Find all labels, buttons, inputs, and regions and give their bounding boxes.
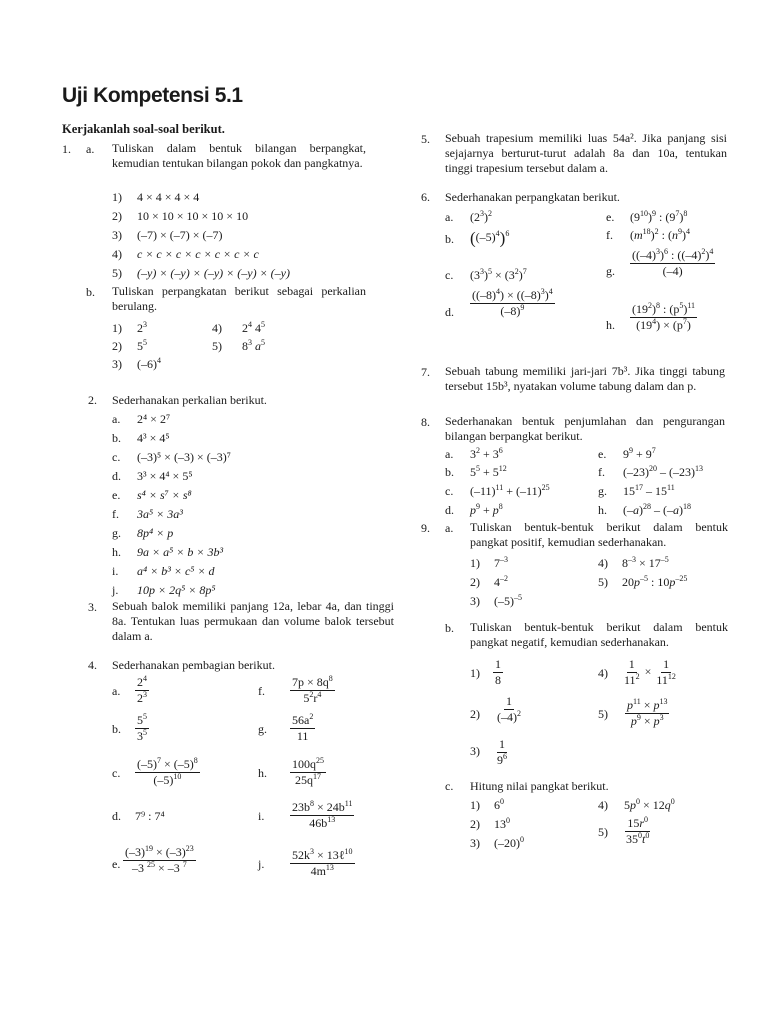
q2-item-7-label: g. <box>112 526 121 540</box>
q8-number: 8. <box>421 415 430 429</box>
q9a-3-label: 3) <box>470 594 480 608</box>
q9b-5-expr: $\frac{p^{11} \times p^{13}}{p^9 \times p^3}$ <box>627 697 668 728</box>
q8-text: Sederhanakan bentuk penjumlahan dan pengurangan bilangan berpangkat berikut. <box>445 414 725 443</box>
q4h-expr: $\frac{100q^{25}}{25q^{17}}$ <box>292 756 324 787</box>
q4-number: 4. <box>88 658 97 672</box>
q2-item-6-expr: 3a⁵ × 3a³ <box>137 507 183 521</box>
q8c-expr: $(-11)^{11} + (-11)^{25}$ <box>470 483 550 498</box>
q9c-1-expr: $6^0$ <box>494 797 504 812</box>
q8d-label: d. <box>445 503 454 517</box>
q8h-label: h. <box>598 503 607 517</box>
q8e-expr: $9^9 + 9^7$ <box>623 446 656 461</box>
q1a-item-1-label: 1) <box>112 190 122 204</box>
q9b-2-expr: $\frac{1}{(-4)^2}$ <box>497 694 521 724</box>
q4c-label: c. <box>112 766 121 780</box>
q8h-expr: $(-a)^{28} - (-a)^{18}$ <box>623 502 691 517</box>
q9b-5-label: 5) <box>598 707 608 721</box>
q4h-label: h. <box>258 766 267 780</box>
q4c-expr: $\frac{(-5)^7 \times (-5)^8}{(-5)^{10}}$ <box>137 756 198 787</box>
q2-item-4-label: d. <box>112 469 121 483</box>
q6f-expr: $(m^{18})^2$ : $(n^9)^4$ <box>630 227 691 242</box>
q1a-item-4-label: 4) <box>112 247 122 261</box>
q1b-item-4-exp: 4 <box>248 320 252 329</box>
q2-text: Sederhanakan perkalian berikut. <box>112 393 267 407</box>
q9-number: 9. <box>421 521 430 535</box>
q9c-5-expr: $\frac{15r^0}{35^0t^0}$ <box>626 815 650 846</box>
q6c-expr: $(3^3)^5 \times (3^2)^7$ <box>470 267 527 282</box>
q9b-2-label: 2) <box>470 707 480 721</box>
q1b-item-3-expr <box>137 357 161 371</box>
q6c-label: c. <box>445 268 454 282</box>
q2-item-3-expr: (–3)⁵ × (–3) × (–3)⁷ <box>137 450 231 464</box>
q1a-item-4-expr: c × c × c × c × c × c × c <box>137 247 259 261</box>
q6d-expr: $\frac{((-8)^4) \times ((-8)^3)^4}{(-8)^9}$ <box>472 287 553 318</box>
q4-text: Sederhanakan pembagian berikut. <box>112 658 275 672</box>
q6h-expr: $\frac{(19^2)^8 : (p^5)^{11}}{(19^4) \times (p^7)}$ <box>632 301 696 332</box>
q2-item-4-expr: 3³ × 4⁴ × 5⁵ <box>137 469 193 483</box>
q2-item-1-expr: 2⁴ × 2⁷ <box>137 412 171 426</box>
q4f-expr: $\frac{7p \times 8q^8}{5^2r^4}$ <box>292 674 333 705</box>
q1b-item-4-exp2: 5 <box>261 320 265 329</box>
q6-text: Sederhanakan perpangkatan berikut. <box>445 190 620 204</box>
q7-text: Sebuah tabung memiliki jari-jari 7b³. Jika tinggi tabung tersebut 15b³, nyatakan volume tabung dalam dan p. <box>445 364 725 393</box>
q1b-item-3-label: 3) <box>112 357 122 371</box>
q1a-item-5-label: 5) <box>112 266 122 280</box>
q1b-item-2-exp: 5 <box>143 338 147 347</box>
q1b-item-2-expr <box>137 339 147 353</box>
q2-item-8-label: h. <box>112 545 121 559</box>
q9b-1-label: 1) <box>470 666 480 680</box>
q9c-3-label: 3) <box>470 836 480 850</box>
q1b-item-4-base: 2 <box>242 321 248 335</box>
q2-item-2-expr: 4³ × 4⁵ <box>137 431 170 445</box>
q6e-expr: $(9^{10})^9$ : $(9^7)^8$ <box>630 209 688 224</box>
q5-number: 5. <box>421 132 430 146</box>
q1b-item-5-exp: 3 <box>248 338 252 347</box>
q9c-4-label: 4) <box>598 798 608 812</box>
q8f-expr: $(-23)^{20} - (-23)^{13}$ <box>623 464 703 479</box>
q4a-label: a. <box>112 684 121 698</box>
q1b-item-4-expr <box>242 321 265 335</box>
q9a-letter: a. <box>445 521 454 535</box>
q8b-expr: $5^5 + 5^{12}$ <box>470 464 507 479</box>
q2-item-10-expr: 10p × 2q⁵ × 8p⁵ <box>137 583 216 597</box>
q1b-item-1-label: 1) <box>112 321 122 335</box>
q4b-label: b. <box>112 722 121 736</box>
q1b-item-1-expr <box>137 321 147 335</box>
q9c-text: Hitung nilai pangkat berikut. <box>470 779 609 793</box>
q9a-5-label: 5) <box>598 575 608 589</box>
q9c-4-expr: $5p^0 \times 12q^0$ <box>624 797 675 812</box>
q1b-item-5-base2: a <box>252 339 261 353</box>
q9a-2-expr: $4^{-2}$ <box>494 574 508 589</box>
q4j-expr: $\frac{52k^3 \times 13\ell^{10}}{4m^{13}}$ <box>292 847 353 878</box>
q6d-label: d. <box>445 305 454 319</box>
q4g-expr: $\frac{56a^2}{11}$ <box>292 712 314 743</box>
q6a-expr: $(2^3)^2$ <box>470 209 492 224</box>
q1b-item-3-base: (–6) <box>137 357 157 371</box>
q1-number: 1. <box>62 142 71 156</box>
q8a-expr: $3^2 + 3^6$ <box>470 446 503 461</box>
q8g-label: g. <box>598 484 607 498</box>
q2-item-10-label: j. <box>112 583 119 597</box>
q9c-5-label: 5) <box>598 825 608 839</box>
q2-item-2-label: b. <box>112 431 121 445</box>
q4e-label: e. <box>112 857 121 871</box>
q1b-item-4-label: 4) <box>212 321 222 335</box>
q8c-label: c. <box>445 484 454 498</box>
q4g-label: g. <box>258 722 267 736</box>
q6e-label: e. <box>606 210 615 224</box>
q9a-1-expr: $7^{-3}$ <box>494 555 508 570</box>
q1a-text: Tuliskan dalam bentuk bilangan berpangkat, kemudian tentukan bilangan pokok dan pangkatnya. <box>112 141 366 170</box>
q3-text: Sebuah balok memiliki panjang 12a, lebar 4a, dan tinggi 8a. Tentukan luas permukaan dan volume balok tersebut dalam a. <box>112 599 394 643</box>
q6f-label: f. <box>606 228 613 242</box>
q9b-3-expr: $\frac{1}{9^6}$ <box>497 737 507 767</box>
q8f-label: f. <box>598 465 605 479</box>
q1a-item-5-expr: (–y) × (–y) × (–y) × (–y) × (–y) <box>137 266 290 280</box>
q1b-letter: b. <box>86 285 95 299</box>
q9c-3-expr: $(-20)^0$ <box>494 835 524 850</box>
q1a-letter: a. <box>86 142 95 156</box>
q1b-item-2-base: 5 <box>137 339 143 353</box>
q9c-2-expr: $13^0$ <box>494 816 510 831</box>
q4b-expr: $\frac{5^5}{3^5}$ <box>137 712 147 743</box>
q6g-expr: $\frac{((-4)^3)^6 : ((-4)^2)^4}{(-4)}$ <box>632 247 714 278</box>
q4a-expr: $\frac{2^4}{2^3}$ <box>137 674 147 705</box>
q9b-letter: b. <box>445 621 454 635</box>
q1b-item-1-exp: 3 <box>143 320 147 329</box>
q9b-3-label: 3) <box>470 744 480 758</box>
q2-item-5-label: e. <box>112 488 121 502</box>
q9b-4-label: 4) <box>598 666 608 680</box>
q9a-text: Tuliskan bentuk-bentuk berikut dalam bentuk pangkat positif, kemudian sederhanakan. <box>470 520 728 549</box>
q6h-label: h. <box>606 318 615 332</box>
q9a-4-label: 4) <box>598 556 608 570</box>
q6b-label: b. <box>445 232 454 246</box>
q9b-4-expr: $\frac{1}{11^2}$ × $\frac{1}{11^{12}}$ <box>624 657 676 687</box>
q4f-label: f. <box>258 684 265 698</box>
q2-number: 2. <box>88 393 97 407</box>
q8e-label: e. <box>598 447 607 461</box>
q1a-item-2-label: 2) <box>112 209 122 223</box>
q1a-item-2-expr: 10 × 10 × 10 × 10 × 10 <box>137 209 249 223</box>
q1b-item-5-label: 5) <box>212 339 222 353</box>
q1b-item-5-expr <box>242 339 265 353</box>
q9b-1-expr: $\frac{1}{8}$ <box>495 657 501 687</box>
q6-number: 6. <box>421 190 430 204</box>
q8b-label: b. <box>445 465 454 479</box>
q8a-label: a. <box>445 447 454 461</box>
q1a-item-3-expr: (–7) × (–7) × (–7) <box>137 228 223 242</box>
q4j-label: j. <box>258 857 265 871</box>
q7-number: 7. <box>421 365 430 379</box>
q8d-expr: $p^9 + p^8$ <box>470 502 503 517</box>
q9c-2-label: 2) <box>470 817 480 831</box>
q6g-label: g. <box>606 264 615 278</box>
q5-text: Sebuah trapesium memiliki luas 54a². Jika panjang sisi sejajarnya berturut-turut adalah 8a dan 10a, tentukan tinggi trapesium tersebut dalam a. <box>445 131 727 175</box>
q4d-label: d. <box>112 809 121 823</box>
q6a-label: a. <box>445 210 454 224</box>
q4i-label: i. <box>258 809 265 823</box>
q2-item-1-label: a. <box>112 412 121 426</box>
q1b-item-3-exp: 4 <box>157 356 161 365</box>
instruction: Kerjakanlah soal-soal berikut. <box>62 122 225 136</box>
q9c-1-label: 1) <box>470 798 480 812</box>
q9a-5-expr: $20p^{-5}$ : $10p^{-25}$ <box>622 574 688 589</box>
q1b-item-5-base: 8 <box>242 339 248 353</box>
q1a-item-3-label: 3) <box>112 228 122 242</box>
q9b-text: Tuliskan bentuk-bentuk berikut dalam bentuk pangkat negatif, kemudian sederhanakan. <box>470 620 728 649</box>
page-title: Uji Kompetensi 5.1 <box>62 84 243 107</box>
q9c-letter: c. <box>445 779 454 793</box>
q1b-item-5-exp2: 5 <box>261 338 265 347</box>
q4e-expr: $\frac{(-3)^{19} \times (-3)^{23}}{-3 ^{25} \times -3 ^7}$ <box>125 844 194 875</box>
q9a-1-label: 1) <box>470 556 480 570</box>
q8g-expr: $15^{17} - 15^{11}$ <box>623 483 675 498</box>
q1b-text: Tuliskan perpangkatan berikut sebagai perkalian berulang. <box>112 284 366 313</box>
q2-item-6-label: f. <box>112 507 119 521</box>
q2-item-8-expr: 9a × a⁵ × b × 3b³ <box>137 545 224 559</box>
q9a-2-label: 2) <box>470 575 480 589</box>
q3-number: 3. <box>88 600 97 614</box>
q9a-4-expr: $8^{-3} \times 17^{-5}$ <box>622 555 669 570</box>
q4d-expr: 7⁹ : 7⁴ <box>135 809 165 823</box>
q1b-item-2-label: 2) <box>112 339 122 353</box>
q2-item-9-expr: a⁴ × b³ × c⁵ × d <box>137 564 215 578</box>
q4i-expr: $\frac{23b^8 \times 24b^{11}}{46b^{13}}$ <box>292 799 353 830</box>
q1a-item-1-expr: 4 × 4 × 4 × 4 <box>137 190 200 204</box>
q1b-item-1-base: 2 <box>137 321 143 335</box>
q2-item-5-expr: s⁴ × s⁷ × s⁸ <box>137 488 192 502</box>
q9a-3-expr: $(-5)^{-5}$ <box>494 593 522 608</box>
q1b-item-4-base2: 4 <box>252 321 261 335</box>
q2-item-3-label: c. <box>112 450 121 464</box>
q6b-expr: $((-5)^4)^6$ <box>470 228 510 248</box>
q2-item-7-expr: 8p⁴ × p <box>137 526 174 540</box>
q2-item-9-label: i. <box>112 564 119 578</box>
